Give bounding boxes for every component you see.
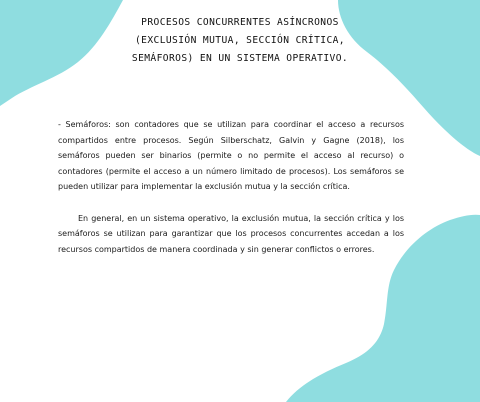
paragraph-conclusion: En general, en un sistema operativo, la exclusión mutua, la sección crítica y los semáforos se utilizan para garantizar que los procesos concurrentes accedan a los recursos compartidos de manera coordinada y sin generar conflictos o errores.	[58, 213, 404, 254]
document-body	[58, 117, 404, 257]
document-title	[100, 14, 380, 68]
title-line-1: PROCESOS CONCURRENTES ASÍNCRONOS	[141, 17, 339, 28]
title-line-2: (EXCLUSIÓN MUTUA, SECCIÓN CRÍTICA,	[135, 35, 345, 46]
title-line-3: SEMÁFOROS) EN UN SISTEMA OPERATIVO.	[131, 53, 349, 64]
paragraph-semaforos: - Semáforos: son contadores que se utilizan para coordinar el acceso a recursos compartidos entre procesos. Según Silberschatz, Galvin y Gagne (2018), los semáforos pueden ser binarios (permite o no permite el acceso al recurso) o contadores (permite el acceso a un número limitado de procesos). Los semáforos se pueden utilizar para implementar la exclusión mutua y la sección crítica.	[58, 120, 404, 192]
